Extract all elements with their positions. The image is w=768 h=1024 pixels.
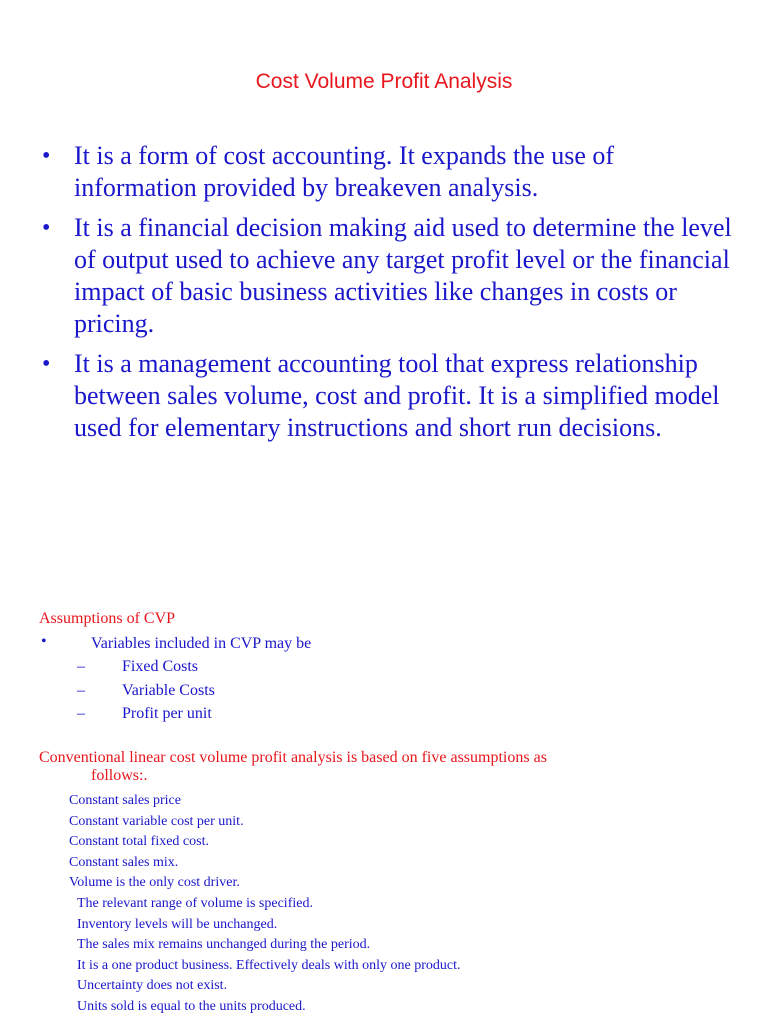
bullet-text: It is a management accounting tool that express relationship between sales volume, cost and profit. It is a simplified model used for elementary instructions and short run decisions. — [74, 349, 720, 442]
list-item: Constant variable cost per unit. — [69, 813, 244, 829]
variable-label: Fixed Costs — [122, 658, 199, 675]
bullet-text: It is a form of cost accounting. It expands the use of information provided by breakeven analysis. — [74, 141, 615, 202]
variable-label: Profit per unit — [122, 705, 212, 722]
conventional-line-2: follows:. — [91, 767, 148, 784]
conventional-line-1: Conventional linear cost volume profit analysis is based on five assumptions as — [39, 749, 547, 766]
assumptions-list — [69, 791, 461, 1018]
variables-intro: Variables included in CVP may be — [91, 635, 312, 652]
list-item: Volume is the only cost driver. — [69, 875, 240, 891]
list-item: Constant sales price — [69, 793, 181, 808]
list-item: Units sold is equal to the units produced. — [77, 998, 306, 1014]
dash-marker: – — [77, 705, 85, 722]
conventional-assumptions-heading — [39, 749, 679, 785]
variables-intro-item — [39, 633, 311, 655]
page-title: Cost Volume Profit Analysis — [255, 70, 513, 93]
variables-list — [39, 633, 311, 726]
list-item — [39, 655, 311, 679]
list-item: Constant total fixed cost. — [69, 834, 209, 850]
list-item — [40, 140, 740, 204]
list-item: The sales mix remains unchanged during the period. — [77, 937, 371, 953]
dash-marker: – — [77, 681, 85, 699]
list-item: Inventory levels will be unchanged. — [77, 916, 278, 932]
list-item — [40, 348, 740, 444]
bullet-marker: • — [42, 215, 51, 241]
list-item — [39, 702, 311, 726]
dash-marker: – — [77, 658, 85, 675]
variable-label: Variable Costs — [122, 681, 215, 699]
list-item — [39, 679, 311, 703]
main-bullet-list — [40, 140, 740, 452]
bullet-marker: • — [42, 143, 51, 169]
list-item: Uncertainty does not exist. — [77, 978, 228, 994]
bullet-marker: • — [41, 633, 47, 650]
list-item — [40, 212, 740, 340]
assumptions-heading: Assumptions of CVP — [39, 610, 176, 627]
bullet-marker: • — [42, 351, 51, 377]
bullet-text: It is a financial decision making aid used to determine the level of output used to achieve any target profit level or the financial impact of basic business activities like changes in costs or pricing. — [74, 213, 732, 338]
list-item: It is a one product business. Effectively deals with only one product. — [77, 957, 461, 973]
list-item: Constant sales mix. — [69, 854, 179, 870]
list-item: The relevant range of volume is specified. — [77, 895, 313, 911]
